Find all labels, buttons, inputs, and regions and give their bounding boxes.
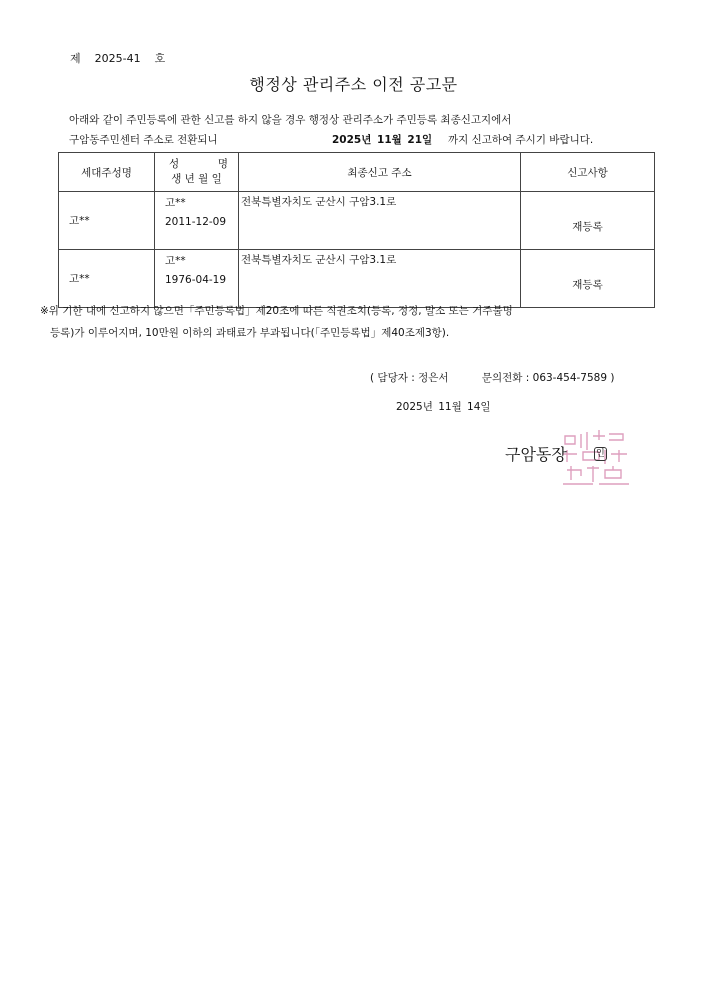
- issue-date: 2025년 11월 14일: [396, 401, 491, 413]
- doc-number-prefix: 제: [70, 52, 81, 65]
- doc-number-value: 2025-41: [94, 52, 141, 65]
- header-name-b: 명: [217, 158, 228, 170]
- contact-info: [370, 370, 614, 385]
- doc-number-suffix: 호: [154, 52, 166, 65]
- intro-tail: 까지 신고하여 주시기 바랍니다.: [448, 134, 594, 146]
- intro-line-1: 아래와 같이 주민등록에 관한 신고를 하지 않을 경우 행정상 관리주소가 주민등록 최종신고지에서: [69, 114, 512, 126]
- intro-paragraph: [69, 110, 594, 150]
- deadline-date: 2025년 11월 21일: [332, 134, 433, 146]
- contact-person: ( 담당자 : 정은서: [370, 372, 449, 384]
- seal-mark: 인: [596, 449, 605, 459]
- cell-name-dob: [155, 250, 239, 308]
- page-title: 행정상 관리주소 이전 공고문: [249, 75, 458, 94]
- header-name-a: 성: [169, 158, 180, 170]
- table-row: [59, 250, 655, 308]
- cell-report-item: 재등록: [521, 250, 655, 308]
- signer-title: 구암동장: [505, 445, 567, 464]
- header-name-dob: [155, 153, 239, 192]
- cell-head-of-household: 고**: [59, 250, 155, 308]
- cell-name-dob: [155, 192, 239, 250]
- cell-report-item: 재등록: [521, 192, 655, 250]
- table-row: [59, 192, 655, 250]
- cell-dob: 2011-12-09: [165, 216, 227, 228]
- header-dob: 생 년 월 일: [171, 173, 222, 185]
- table-header-row: [59, 153, 655, 192]
- cell-name: 고**: [165, 255, 186, 267]
- document-number: [70, 50, 179, 66]
- cell-address: 전북특별자치도 군산시 구암3.1로: [239, 250, 521, 308]
- header-address: 최종신고 주소: [239, 153, 521, 192]
- footnote-line-2: 등록)가 이루어지며, 10만원 이하의 과태료가 부과됩니다(「주민등록법」제40조제3항).: [50, 327, 450, 339]
- header-report-item: 신고사항: [521, 153, 655, 192]
- contact-phone: 문의전화 : 063-454-7589 ): [481, 372, 615, 384]
- cell-name: 고**: [165, 197, 186, 209]
- registration-table: [58, 152, 655, 308]
- cell-dob: 1976-04-19: [165, 274, 227, 286]
- intro-line-2: 구암동주민센터 주소로 전환되니: [69, 134, 218, 146]
- cell-address: 전북특별자치도 군산시 구암3.1로: [239, 192, 521, 250]
- legal-footnote: [40, 300, 680, 344]
- cell-head-of-household: 고**: [59, 192, 155, 250]
- footnote-line-1: ※위 기한 내에 신고하지 않으면「주민등록법」제20조에 따른 직권조치(등록, 정정, 말소 또는 거주불명: [40, 305, 513, 317]
- header-head-of-household: 세대주성명: [59, 153, 155, 192]
